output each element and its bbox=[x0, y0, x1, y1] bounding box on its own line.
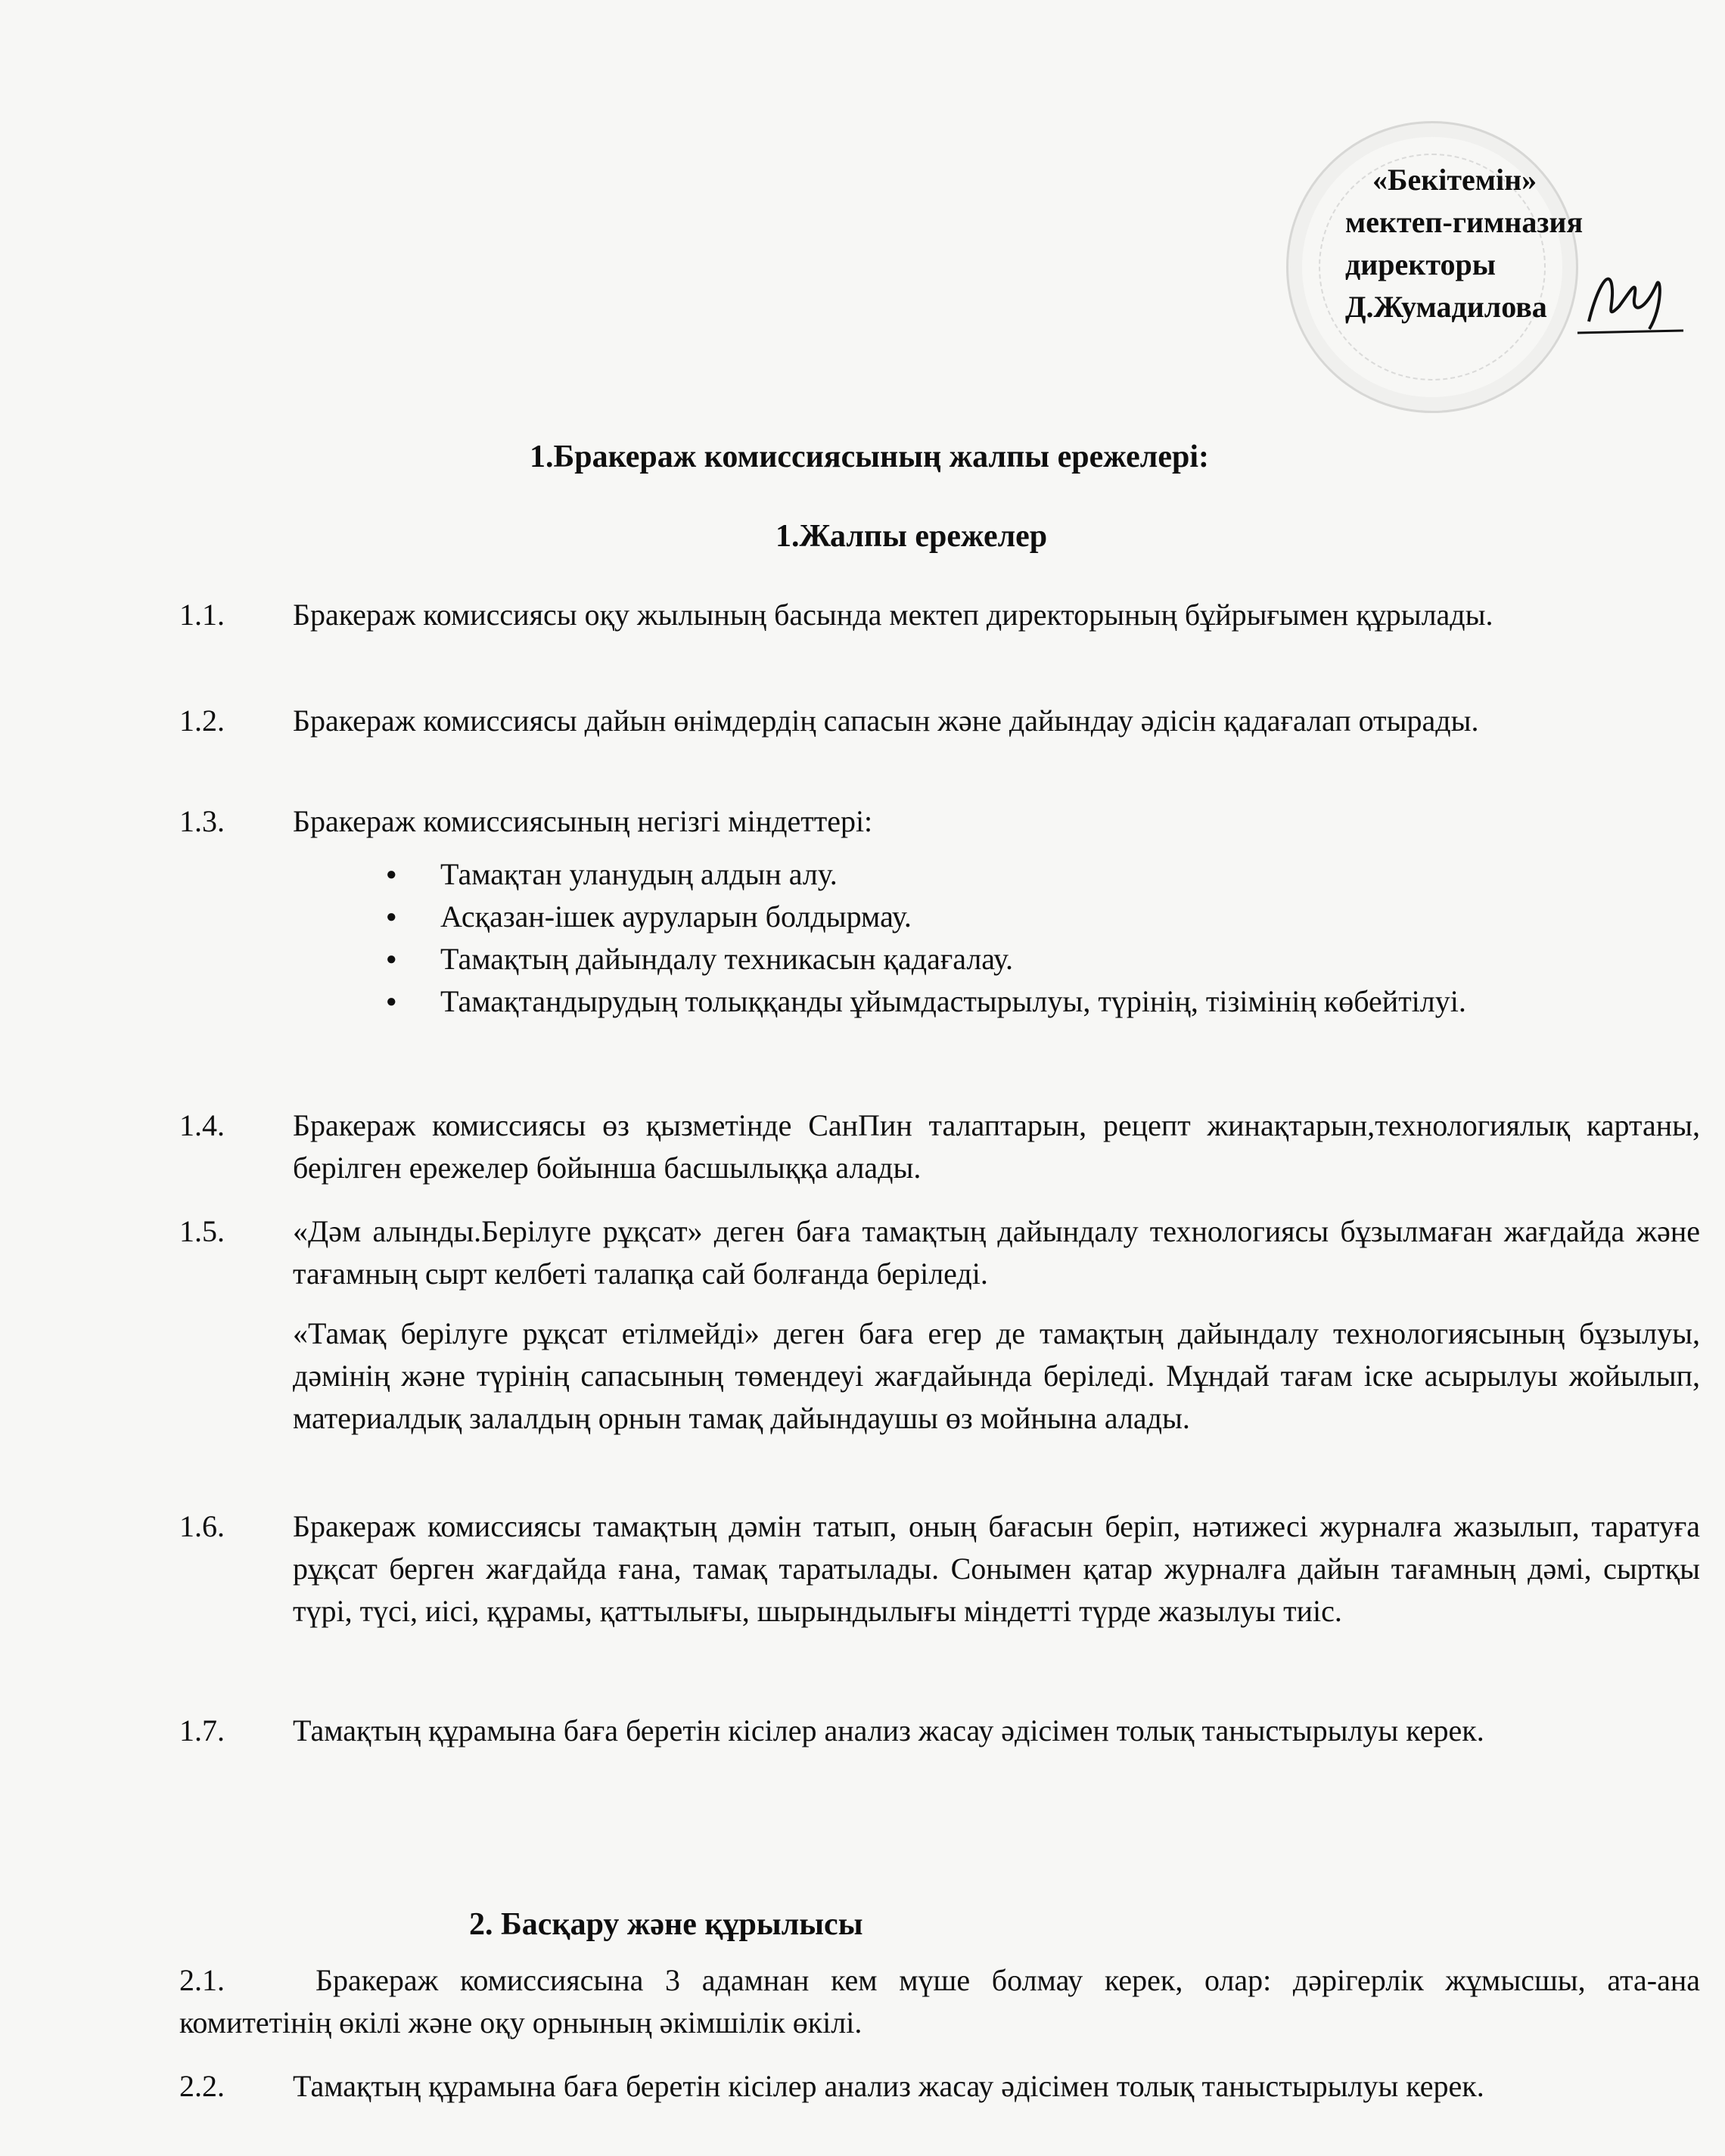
section2-heading: 2. Басқару және құрылысы bbox=[469, 1907, 863, 1942]
item-number: 1.5. bbox=[179, 1214, 225, 1248]
item-text: Бракераж комиссиясының негізгі міндеттері: bbox=[293, 804, 873, 838]
item-text: Тамақтың құрамына баға беретін кісілер анализ жасау әдісімен толық таныстырылуы керек. bbox=[293, 1713, 1484, 1747]
list-item bbox=[179, 594, 1700, 636]
item-number: 1.1. bbox=[179, 598, 225, 632]
bullet-item: ● Тамақтан уланудың алдын алу. bbox=[386, 853, 1702, 896]
item-number: 1.4. bbox=[179, 1108, 225, 1142]
list-item bbox=[179, 1210, 1700, 1295]
section2-item bbox=[179, 1959, 1700, 2044]
item-number: 2.2. bbox=[179, 2069, 225, 2103]
item-text: Бракераж комиссиясы дайын өнімдердің сапасын және дайындау әдісін қадағалап отырады. bbox=[293, 704, 1479, 738]
approval-line-school: мектеп-гимназия bbox=[1345, 205, 1584, 239]
approval-title: «Бекітемін» bbox=[1372, 163, 1537, 197]
approval-name: Д.Жумадилова bbox=[1345, 290, 1547, 324]
rejection-paragraph: «Тамақ берілуге рұқсат етілмейді» деген баға егер де тамақтың дайындалу технологиясының бұзылуы, дәмінің және түрінің сапасының төмендеуі жағдайында беріледі. Мұндай тағам іске асырылуы жойылып, материалдық залалдың орнын тамақ дайындаушы өз мойнына алады. bbox=[293, 1316, 1700, 1435]
item-text: Бракераж комиссиясы оқу жылының басында мектеп директорының бұйрығымен құрылады. bbox=[293, 598, 1493, 632]
list-item bbox=[179, 800, 1700, 843]
bullet-item: ● Асқазан-ішек ауруларын болдырмау. bbox=[386, 896, 1702, 938]
bullet-item: ● Тамақтың дайындалу техникасын қадағалау. bbox=[386, 938, 1702, 980]
item-text: Тамақтың құрамына баға беретін кісілер анализ жасау әдісімен толық таныстырылуы керек. bbox=[293, 2069, 1484, 2103]
section2-item bbox=[179, 2065, 1700, 2108]
item-text: «Дәм алынды.Берілуге рұқсат» деген баға тамақтың дайындалу технологиясы бұзылмаған жағдайда және тағамның сырт келбеті талапқа сай болғанда беріледі. bbox=[293, 1214, 1700, 1291]
list-item bbox=[179, 1104, 1700, 1189]
item-text: Бракераж комиссиясы өз қызметінде СанПин талаптарын, рецепт жинақтарын,технологиялық картаны, берілген ережелер бойынша басшылыққа алады. bbox=[293, 1108, 1700, 1185]
task-bullet-list bbox=[386, 853, 1702, 1023]
list-item bbox=[179, 1505, 1700, 1633]
item-number: 1.3. bbox=[179, 804, 225, 838]
signature-icon bbox=[1574, 261, 1687, 344]
list-item bbox=[179, 1710, 1700, 1752]
list-item bbox=[179, 700, 1700, 742]
item-number: 2.1. bbox=[179, 1963, 225, 1997]
approval-line-director: директоры bbox=[1345, 247, 1496, 281]
item-number: 1.6. bbox=[179, 1509, 225, 1543]
item-number: 1.2. bbox=[179, 704, 225, 738]
main-heading: 1.Бракераж комиссиясының жалпы ережелері: bbox=[530, 440, 1209, 474]
item-text: Бракераж комиссиясы тамақтың дәмін татып, оның бағасын беріп, нәтижесі журналға жазылып, таратуға рұқсат берген жағдайда ғана, тамақ таратылады. Сонымен қатар журналға дайын тағамның дәмі, сыртқы түрі, түсі, иісі, құрамы, қаттылығы, шырындылығы міндетті түрде жазылуы тиіс. bbox=[293, 1509, 1700, 1628]
sub-heading: 1.Жалпы ережелер bbox=[775, 519, 1048, 554]
item-number: 1.7. bbox=[179, 1713, 225, 1747]
bullet-item: ● Тамақтандырудың толыққанды ұйымдастырылуы, түрінің, тізімінің көбейтілуі. bbox=[386, 980, 1702, 1023]
item-text: Бракераж комиссиясына 3 адамнан кем мүше болмау керек, олар: дәрігерлік жұмысшы, ата-ана комитетінің өкілі және оқу орнының әкімшілік өкілі. bbox=[179, 1963, 1700, 2040]
